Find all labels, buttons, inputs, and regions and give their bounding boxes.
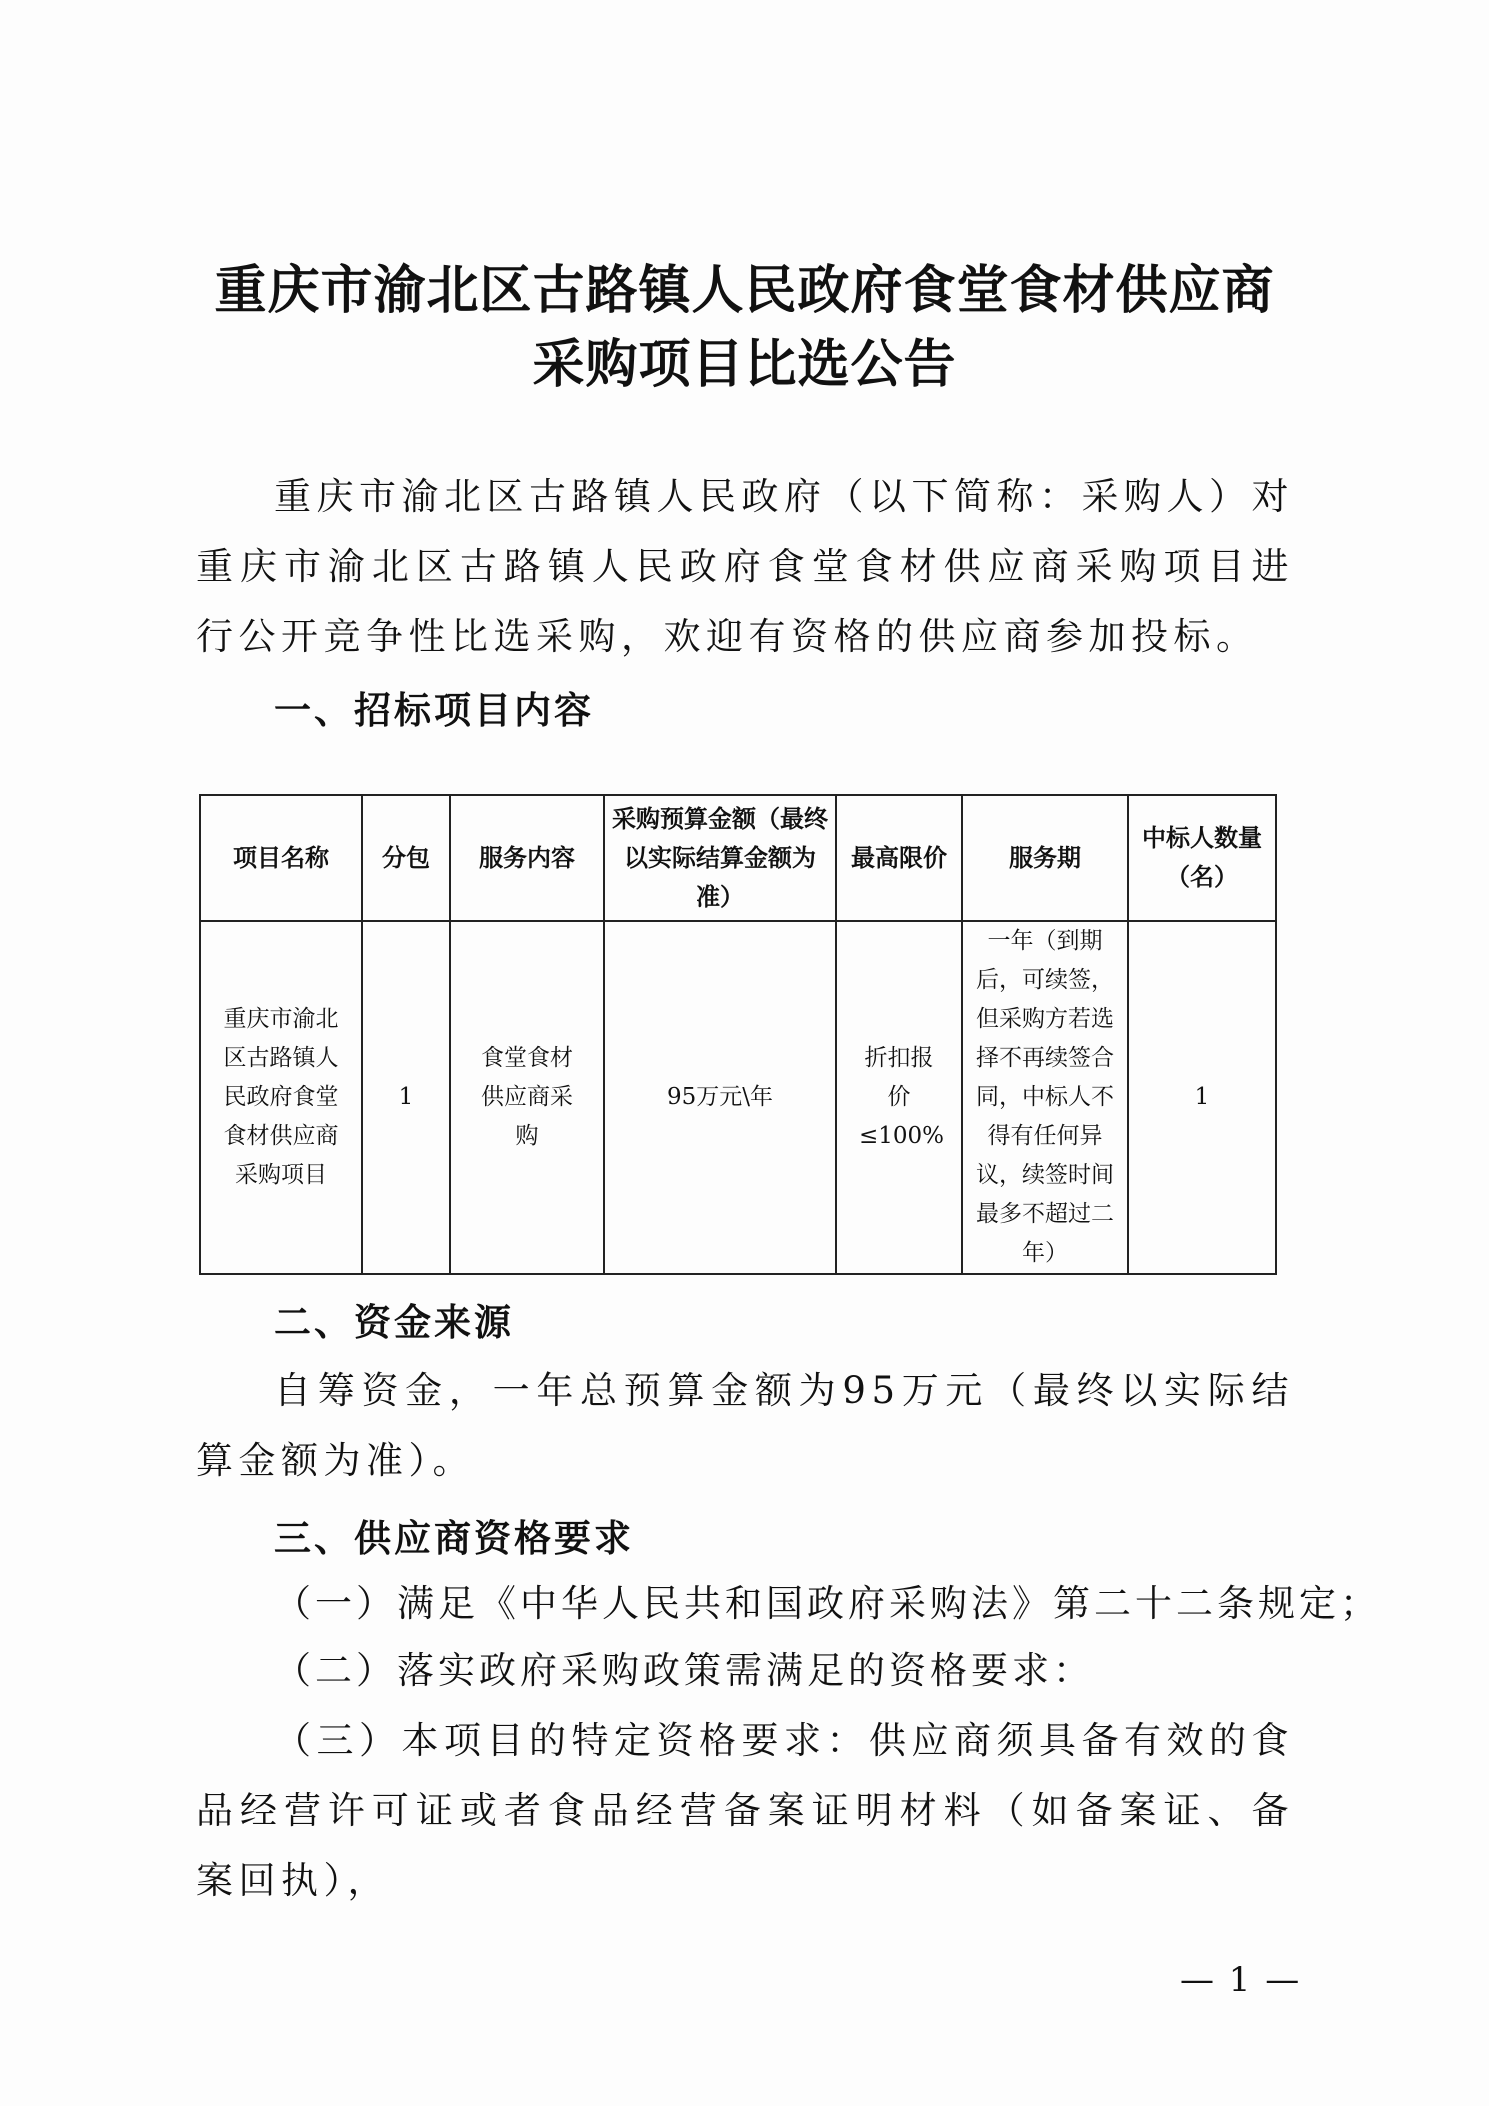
header-winner-count: 中标人数量（名）	[1128, 795, 1276, 921]
header-service: 服务内容	[450, 795, 604, 921]
header-price-limit: 最高限价	[836, 795, 962, 921]
table-header-row	[200, 795, 1276, 921]
cell-project-name	[200, 921, 362, 1274]
cell-service	[450, 921, 604, 1274]
section1-heading: 一、招标项目内容	[274, 689, 594, 732]
document-title-line2: 采购项目比选公告	[532, 335, 957, 395]
page-number: — 1 —	[1180, 1960, 1302, 2000]
project-table	[199, 794, 1277, 1275]
header-project-name: 项目名称	[200, 795, 362, 921]
cell-price-limit-text: 折扣报价≤100%	[859, 1045, 945, 1149]
table-row	[200, 921, 1276, 1274]
header-service-period: 服务期	[962, 795, 1128, 921]
header-package: 分包	[362, 795, 450, 921]
funding-paragraph: 自筹资金，一年总预算金额为95万元（最终以实际结算金额为准）。	[196, 1369, 1294, 1482]
cell-package: 1	[362, 921, 450, 1274]
cell-project-name-text: 重庆市渝北区古路镇人民政府食堂食材供应商采购项目	[223, 1006, 339, 1188]
document-title-line1: 重庆市渝北区古路镇人民政府食堂食材供应商	[214, 261, 1275, 321]
cell-service-period-text: 一年（到期后，可续签，但采购方若选择不再续签合同，中标人不得有任何异议，续签时间最多不超过二年）	[976, 928, 1114, 1266]
cell-budget: 95万元\年	[604, 921, 836, 1274]
requirement-3: （三）本项目的特定资格要求：供应商须具备有效的食品经营许可证或者食品经营备案证明材料（如备案证、备案回执），	[196, 1719, 1294, 1902]
cell-price-limit	[836, 921, 962, 1274]
requirement-1: （一）满足《中华人民共和国政府采购法》第二十二条规定；	[274, 1582, 1381, 1625]
intro-paragraph: 重庆市渝北区古路镇人民政府（以下简称：采购人）对重庆市渝北区古路镇人民政府食堂食材供应商采购项目进行公开竞争性比选采购，欢迎有资格的供应商参加投标。	[196, 475, 1294, 658]
header-budget: 采购预算金额（最终以实际结算金额为准）	[604, 795, 836, 921]
section3-heading: 三、供应商资格要求	[274, 1517, 634, 1560]
cell-service-text: 食堂食材供应商采购	[481, 1045, 573, 1149]
cell-winner-count: 1	[1128, 921, 1276, 1274]
section2-heading: 二、资金来源	[274, 1301, 514, 1344]
cell-service-period	[962, 921, 1128, 1274]
requirement-2: （二）落实政府采购政策需满足的资格要求：	[274, 1649, 1094, 1692]
